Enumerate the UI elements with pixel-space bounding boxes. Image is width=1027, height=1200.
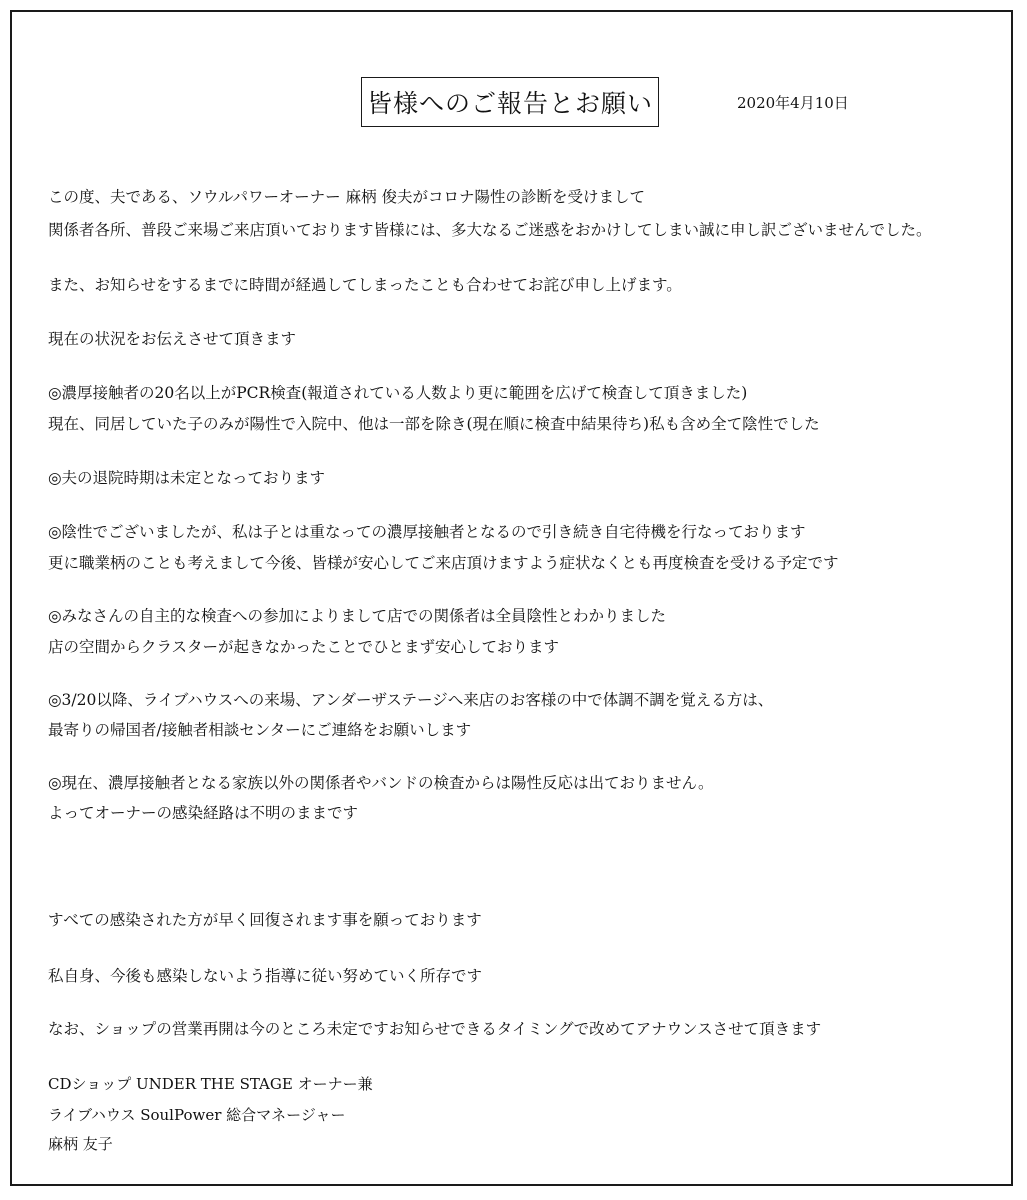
body-line: ◎陰性でございましたが、私は子とは重なっての濃厚接触者となるので引き続き自宅待機を行なっております — [48, 523, 806, 541]
body-line: 現在、同居していた子のみが陽性で入院中、他は一部を除き(現在順に検査中結果待ち)私も含め全て陰性でした — [48, 415, 820, 433]
body-line: すべての感染された方が早く回復されます事を願っております — [48, 911, 482, 929]
body-line: なお、ショップの営業再開は今のところ未定ですお知らせできるタイミングで改めてアナウンスさせて頂きます — [48, 1020, 822, 1038]
body-line: 店の空間からクラスターが起きなかったことでひとまず安心しております — [48, 638, 560, 656]
signature-line: ライブハウス SoulPower 総合マネージャー — [48, 1106, 346, 1124]
body-line: 私自身、今後も感染しないよう指導に従い努めていく所存です — [48, 967, 483, 985]
body-line: 更に職業柄のことも考えまして今後、皆様が安心してご来店頂けますよう症状なくとも再度検査を受ける予定です — [48, 554, 839, 572]
body-line: 関係者各所、普段ご来場ご来店頂いております皆様には、多大なるご迷惑をおかけしてしまい誠に申し訳ございませんでした。 — [48, 221, 932, 239]
body-line: よってオーナーの感染経路は不明のままです — [48, 804, 359, 822]
body-line: 最寄りの帰国者/接触者相談センターにご連絡をお願いします — [48, 721, 472, 739]
body-line: また、お知らせをするまでに時間が経過してしまったことも合わせてお詫び申し上げます。 — [48, 276, 682, 294]
notice-date: 2020年4月10日 — [737, 94, 849, 112]
body-line: ◎みなさんの自主的な検査への参加によりまして店での関係者は全員陰性とわかりました — [48, 607, 667, 625]
notice-title: 皆様へのご報告とお願い — [361, 77, 659, 127]
body-line: この度、夫である、ソウルパワーオーナー 麻柄 俊夫がコロナ陽性の診断を受けまして — [48, 188, 645, 206]
body-line: ◎夫の退院時期は未定となっております — [48, 469, 326, 487]
body-line: ◎現在、濃厚接触者となる家族以外の関係者やバンドの検査からは陽性反応は出ておりません。 — [48, 774, 714, 792]
signature-line: CDショップ UNDER THE STAGE オーナー兼 — [48, 1075, 373, 1093]
body-line: 現在の状況をお伝えさせて頂きます — [48, 330, 297, 348]
body-line: ◎3/20以降、ライブハウスへの来場、アンダーザステージへ来店のお客様の中で体調不調を覚える方は、 — [48, 691, 774, 709]
signature-name: 麻柄 友子 — [48, 1135, 113, 1153]
body-line: ◎濃厚接触者の20名以上がPCR検査(報道されている人数より更に範囲を広げて検査して頂きました) — [48, 384, 748, 402]
